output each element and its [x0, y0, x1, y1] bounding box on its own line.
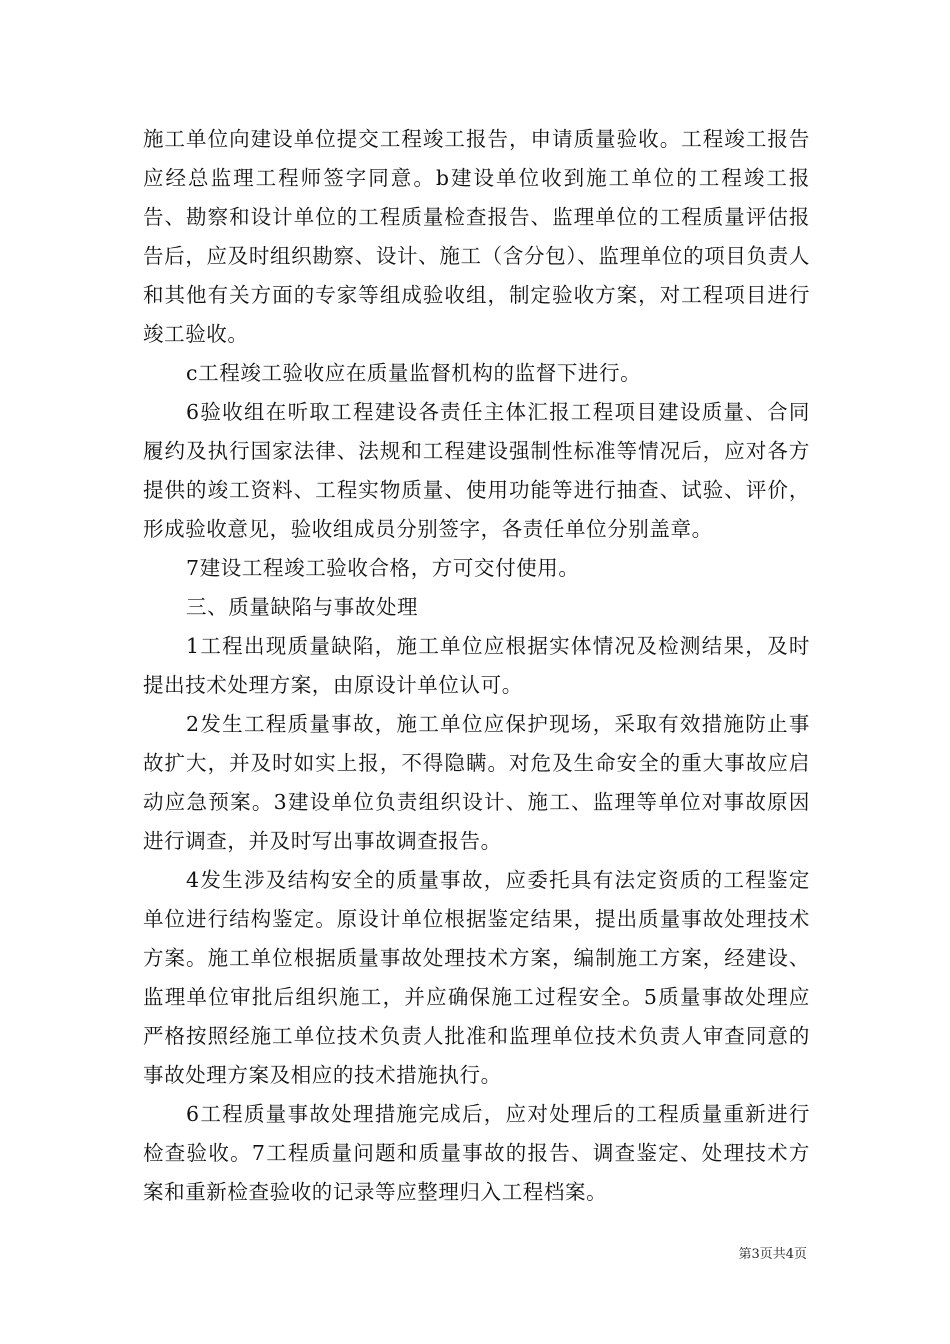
paragraph-7: 2发生工程质量事故，施工单位应保护现场，采取有效措施防止事故扩大，并及时如实上报，不得隐瞒。对危及生命安全的重大事故应启动应急预案。3建设单位负责组织设计、施工、监理等单位对事故原因进行调查，并及时写出事故调查报告。	[143, 712, 810, 853]
paragraph-1: 施工单位向建设单位提交工程竣工报告，申请质量验收。工程竣工报告应经总监理工程师签字同意。b建设单位收到施工单位的工程竣工报告、勘察和设计单位的工程质量检查报告、监理单位的工程质量评估报告后，应及时组织勘察、设计、施工（含分包）、监理单位的项目负责人和其他有关方面的专家等组成验收组，制定验收方案，对工程项目进行竣工验收。	[143, 127, 810, 346]
page-number: 第3页共4页	[738, 1247, 807, 1262]
paragraph-4: 7建设工程竣工验收合格，方可交付使用。	[186, 556, 580, 580]
paragraph-8: 4发生涉及结构安全的质量事故，应委托具有法定资质的工程鉴定单位进行结构鉴定。原设计单位根据鉴定结果，提出质量事故处理技术方案。施工单位根据质量事故处理技术方案，编制施工方案，经建设、监理单位审批后组织施工，并应确保施工过程安全。5质量事故处理应严格按照经施工单位技术负责人批准和监理单位技术负责人审查同意的事故处理方案及相应的技术措施执行。	[143, 868, 810, 1087]
section-heading: 三、质量缺陷与事故处理	[186, 595, 419, 619]
paragraph-2: c工程竣工验收应在质量监督机构的监督下进行。	[186, 361, 642, 385]
paragraph-3: 6验收组在听取工程建设各责任主体汇报工程项目建设质量、合同履约及执行国家法律、法规和工程建设强制性标准等情况后，应对各方提供的竣工资料、工程实物质量、使用功能等进行抽查、试验、评价，形成验收意见，验收组成员分别签字，各责任单位分别盖章。	[143, 400, 810, 541]
paragraph-9: 6工程质量事故处理措施完成后，应对处理后的工程质量重新进行检查验收。7工程质量问题和质量事故的报告、调查鉴定、处理技术方案和重新检查验收的记录等应整理归入工程档案。	[143, 1102, 810, 1204]
body-text	[143, 120, 810, 1212]
paragraph-6: 1工程出现质量缺陷，施工单位应根据实体情况及检测结果，及时提出技术处理方案，由原设计单位认可。	[143, 634, 810, 697]
